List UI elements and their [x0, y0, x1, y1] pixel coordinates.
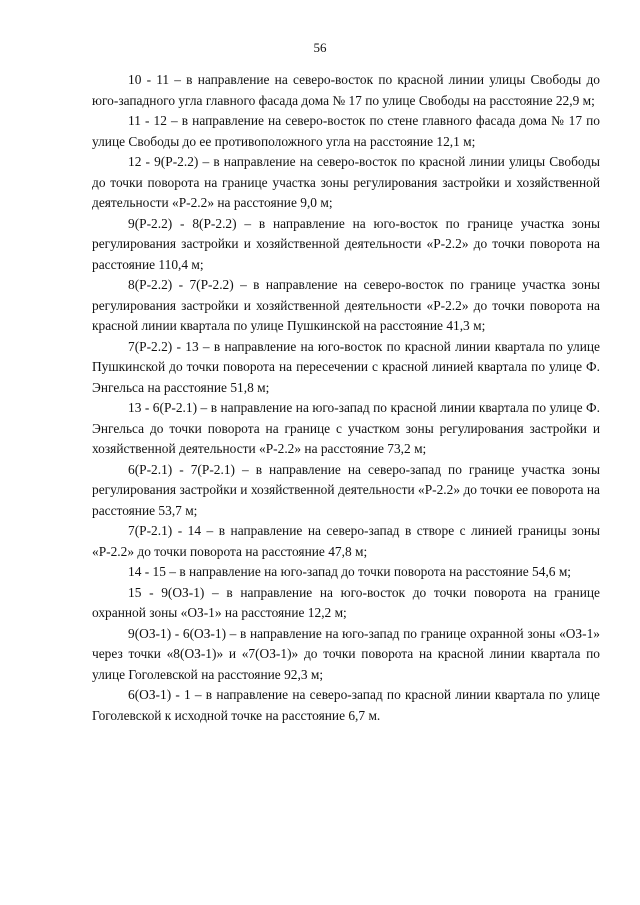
paragraph-11-12: 11 - 12 – в направление на северо-восток по стене главного фасада дома № 17 по улице Свободы до ее противоположного угла на расстояние 12,1 м;: [92, 113, 600, 149]
document-body: [92, 70, 600, 726]
paragraph-6-7: 6(Р-2.1) - 7(Р-2.1) – в направление на северо-запад по границе участка зоны регулирования застройки и хозяйственной деятельности «Р-2.2» до точки ее поворота на расстояние 53,7 м;: [92, 461, 600, 518]
paragraph-12-9: 12 - 9(Р-2.2) – в направление на северо-восток по красной линии улицы Свободы до точки поворота на границе участка зоны регулирования застройки и хозяйственной деятельности «Р-2.2» на расстояние 9,0 м;: [92, 154, 600, 210]
paragraph-14-15: 14 - 15 – в направление на юго-запад до точки поворота на расстояние 54,6 м;: [128, 564, 572, 579]
paragraph-13-6: 13 - 6(Р-2.1) – в направление на юго-запад по красной линии квартала по улице Ф. Энгельса до точки поворота на границе с участком зоны регулирования застройки и хозяйственной деятельности «Р-2.2» на расстояние 73,2 м;: [92, 400, 600, 456]
paragraph-9-6: 9(ОЗ-1) - 6(ОЗ-1) – в направление на юго-запад по границе охранной зоны «ОЗ-1» через точки «8(ОЗ-1)» и «7(ОЗ-1)» до точки поворота на красной линии квартала по улице Гоголевской на расстояние 92,3 м;: [92, 625, 600, 682]
paragraph-15-9: 15 - 9(ОЗ-1) – в направление на юго-восток до точки поворота на границе охранной зоны «ОЗ-1» на расстояние 12,2 м;: [92, 584, 600, 620]
paragraph-7-13: 7(Р-2.2) - 13 – в направление на юго-восток по красной линии квартала по улице Пушкинской до точки поворота на пересечении с красной линией квартала по улице Ф. Энгельса на расстояние 51,8 м;: [92, 338, 600, 395]
paragraph-10-11: 10 - 11 – в направление на северо-восток по красной линии улицы Свободы до юго-западного угла главного фасада дома № 17 по улице Свободы на расстояние 22,9 м;: [92, 72, 600, 108]
paragraph-7-14: 7(Р-2.1) - 14 – в направление на северо-запад в створе с линией границы зоны «Р-2.2» до точки поворота на расстояние 47,8 м;: [92, 523, 600, 559]
page-number: 56: [313, 40, 327, 55]
paragraph-6-1: 6(ОЗ-1) - 1 – в направление на северо-запад по красной линии квартала по улице Гоголевской к исходной точке на расстояние 6,7 м.: [92, 687, 600, 723]
paragraph-8-7: 8(Р-2.2) - 7(Р-2.2) – в направление на северо-восток по границе участка зоны регулирования застройки и хозяйственной деятельности «Р-2.2» до точки поворота на красной линии квартала по улице Пушкинской на расстояние 41,3 м;: [92, 277, 600, 333]
paragraph-9-8: 9(Р-2.2) - 8(Р-2.2) – в направление на юго-восток по границе участка зоны регулирования застройки и хозяйственной деятельности «Р-2.2» до точки поворота на расстояние 110,4 м;: [92, 215, 600, 272]
